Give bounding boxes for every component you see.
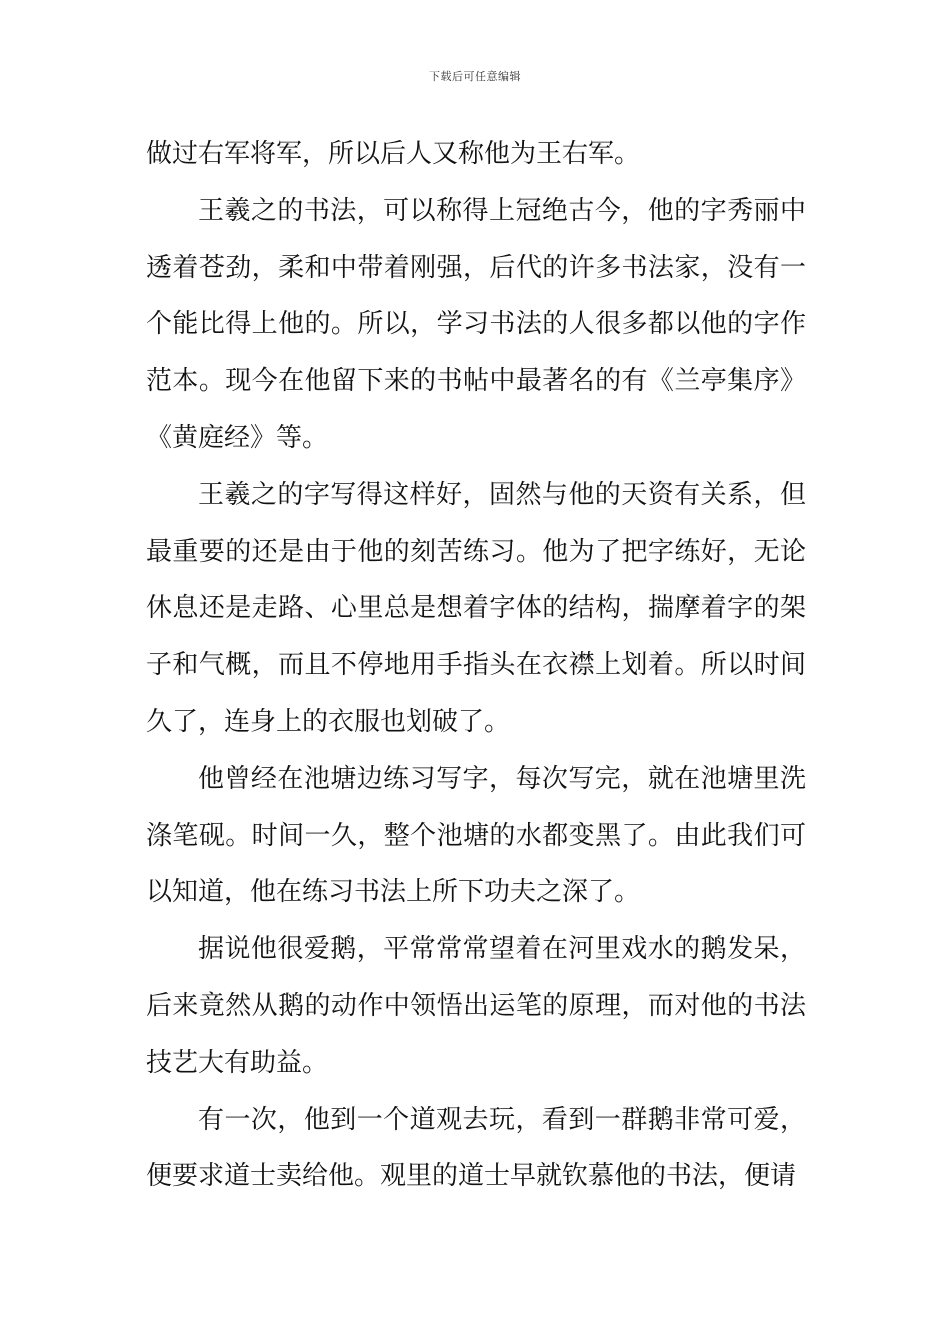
paragraph-3: 王羲之的字写得这样好，固然与他的天资有关系，但最重要的还是由于他的刻苦练习。他为了把字练好，无论休息还是走路、心里总是想着字体的结构，揣摩着字的架子和气概，而且不停地用手指头在衣襟上划着。所以时间久了，连身上的衣服也划破了。 — [146, 479, 806, 737]
paragraph-2: 王羲之的书法，可以称得上冠绝古今，他的字秀丽中透着苍劲，柔和中带着刚强，后代的许多书法家，没有一个能比得上他的。所以，学习书法的人很多都以他的字作范本。现今在他留下来的书帖中最著名的有《兰亭集序》《黄庭经》等。 — [146, 195, 806, 453]
paragraph-6: 有一次，他到一个道观去玩，看到一群鹅非常可爱，便要求道士卖给他。观里的道士早就钦慕他的书法，便请 — [146, 1104, 806, 1192]
paragraph-1: 做过右军将军，所以后人又称他为王右军。 — [146, 139, 641, 169]
header-note: 下载后可任意编辑 — [429, 70, 521, 83]
paragraph-4: 他曾经在池塘边练习写字，每次写完，就在池塘里洗涤笔砚。时间一久，整个池塘的水都变黑了。由此我们可以知道，他在练习书法上所下功夫之深了。 — [146, 763, 806, 908]
paragraph-5: 据说他很爱鹅，平常常常望着在河里戏水的鹅发呆，后来竟然从鹅的动作中领悟出运笔的原理，而对他的书法技艺大有助益。 — [146, 934, 806, 1078]
document-body — [146, 126, 806, 1205]
